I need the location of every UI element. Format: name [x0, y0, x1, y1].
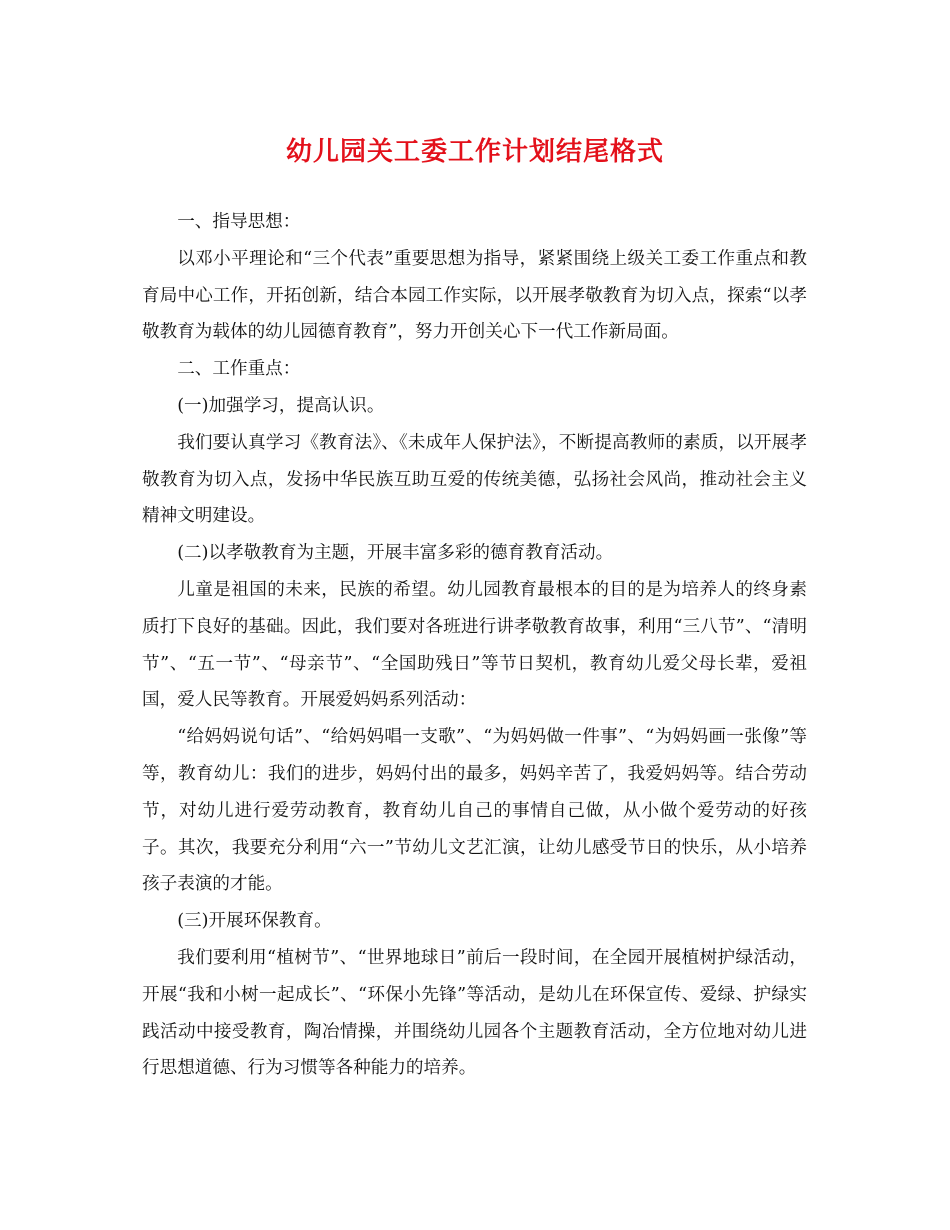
document-body — [142, 204, 807, 1087]
document-title: 幼儿园关工委工作计划结尾格式 — [285, 137, 664, 167]
paragraph-filial-piety: 儿童是祖国的未来，民族的希望。幼儿园教育最根本的目的是为培养人的终身素质打下良好的基础。因此，我们要对各班进行讲孝敬教育故事，利用“三八节”、“清明节”、“五一节”、“母亲节”、“全国助残日”等节日契机，教育幼儿爱父母长辈，爱祖国，爱人民等教育。开展爱妈妈系列活动： — [142, 579, 807, 711]
paragraph-guiding-ideology: 以邓小平理论和“三个代表”重要思想为指导，紧紧围绕上级关工委工作重点和教育局中心工作，开拓创新，结合本园工作实际，以开展孝敬教育为切入点，探索“以孝敬教育为载体的幼儿园德育教育”，努力开创关心下一代工作新局面。 — [142, 248, 807, 343]
subheading-study: (一)加强学习，提高认识。 — [177, 395, 385, 416]
section-heading-guiding-ideology: 一、指导思想： — [177, 212, 301, 232]
subheading-filial-piety: (二)以孝敬教育为主题，开展丰富多彩的德育教育活动。 — [177, 543, 614, 564]
subheading-environment: (三)开展环保教育。 — [177, 911, 332, 932]
paragraph-mother-activities: “给妈妈说句话”、“给妈妈唱一支歌”、“为妈妈做一件事”、“为妈妈画一张像”等等，教育幼儿：我们的进步，妈妈付出的最多，妈妈辛苦了，我爱妈妈等。结合劳动节，对幼儿进行爱劳动教育，教育幼儿自己的事情自己做，从小做个爱劳动的好孩子。其次，我要充分利用“六一”节幼儿文艺汇演，让幼儿感受节日的快乐，从小培养孩子表演的才能。 — [142, 727, 807, 895]
paragraph-environment: 我们要利用“植树节”、“世界地球日”前后一段时间，在全园开展植树护绿活动，开展“我和小树一起成长”、“环保小先锋”等活动，是幼儿在环保宣传、爱绿、护绿实践活动中接受教育，陶冶情操，并围绕幼儿园各个主题教育活动，全方位地对幼儿进行思想道德、行为习惯等各种能力的培养。 — [142, 947, 807, 1079]
section-heading-work-focus: 二、工作重点： — [177, 359, 301, 380]
paragraph-study: 我们要认真学习《教育法》、《未成年人保护法》，不断提高教师的素质，以开展孝敬教育为切入点，发扬中华民族互助互爱的传统美德，弘扬社会风尚，推动社会主义精神文明建设。 — [142, 432, 807, 527]
